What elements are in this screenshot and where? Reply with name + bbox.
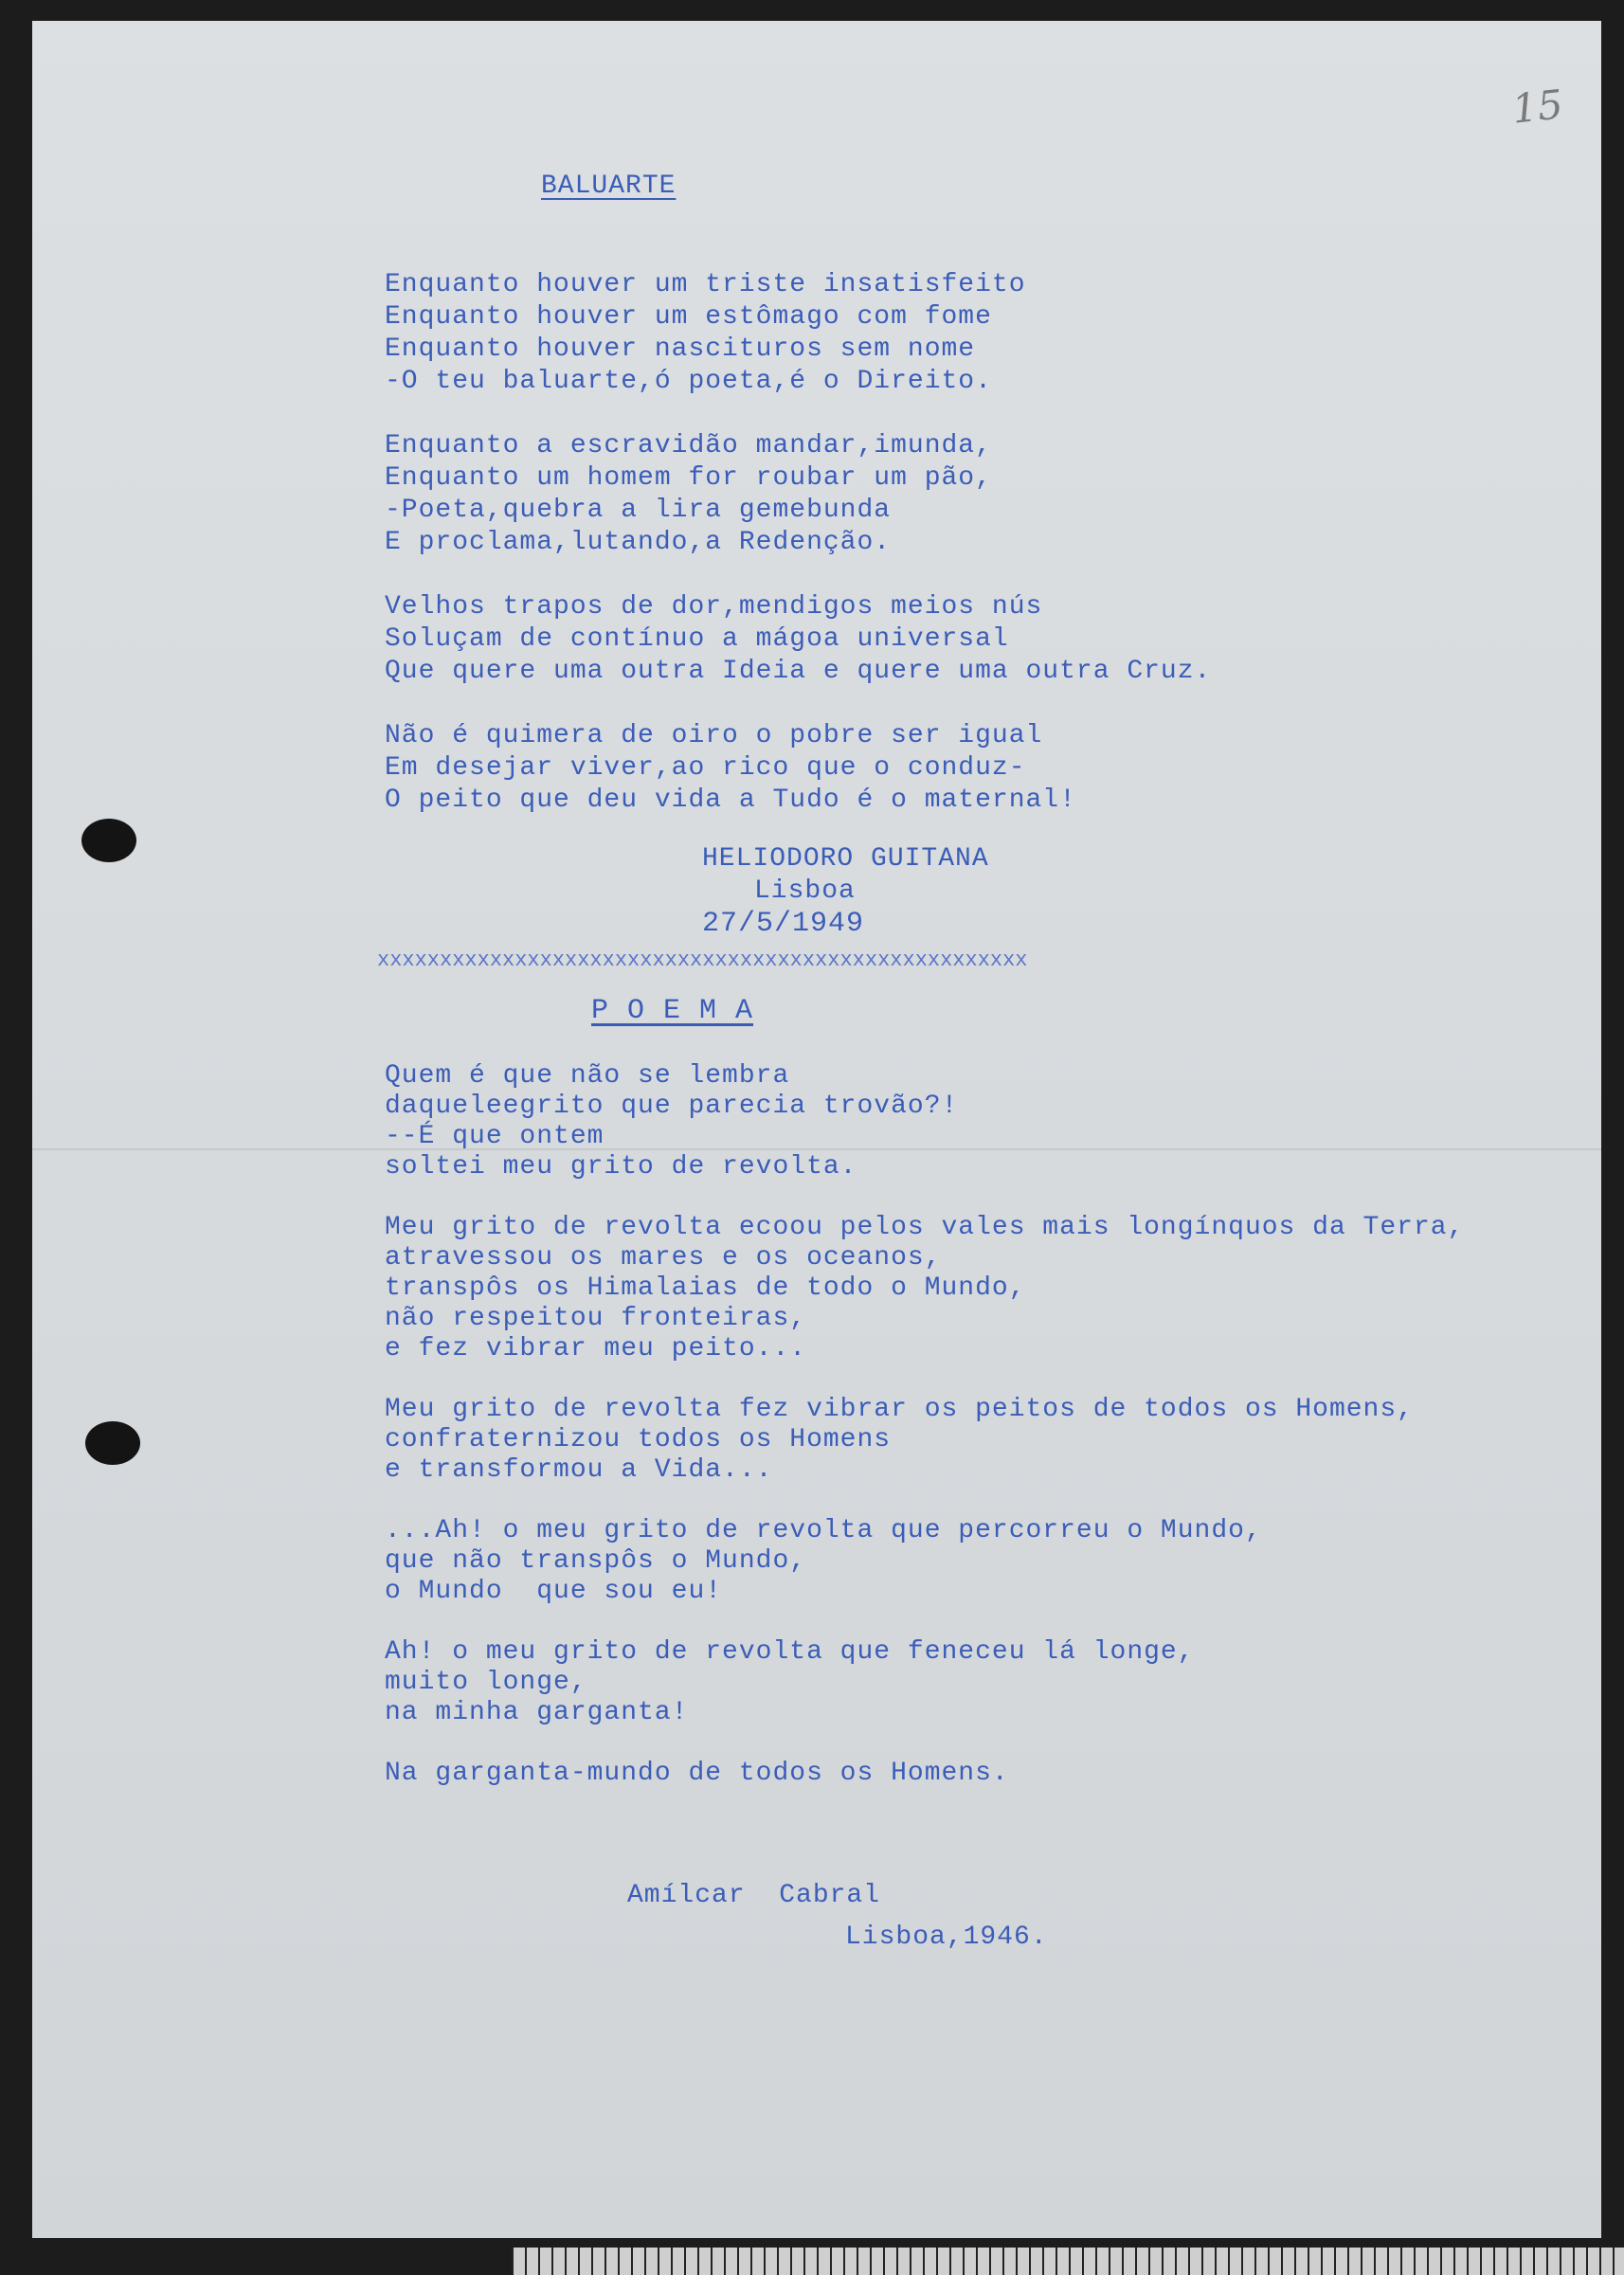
poem1-line: Não é quimera de oiro o pobre ser igual: [385, 721, 1043, 750]
poem2-line: o Mundo que sou eu!: [385, 1577, 723, 1606]
poem2-line: Meu grito de revolta ecoou pelos vales mais longínquos da Terra,: [385, 1213, 1465, 1242]
poem2-line: --É que ontem: [385, 1122, 604, 1151]
poem2-line: [385, 1364, 1464, 1395]
poem2-author: Amílcar Cabral: [627, 1881, 881, 1910]
poem2-line: atravessou os mares e os oceanos,: [385, 1243, 942, 1273]
poem2-body: [385, 1061, 1464, 1789]
poem2-line: [385, 1486, 1464, 1516]
poem2-line: ...Ah! o meu grito de revolta que percorreu o Mundo,: [385, 1516, 1262, 1545]
poem1-title: BALUARTE: [541, 172, 677, 201]
poem2-line: [385, 1728, 1464, 1759]
poem1-line: Enquanto houver nascituros sem nome: [385, 334, 976, 364]
poem1-author: HELIODORO GUITANA: [702, 844, 989, 874]
poem1-line: -Poeta,quebra a lira gemebunda: [385, 496, 892, 525]
poem2-line: e transformou a Vida...: [385, 1455, 773, 1485]
poem1-line: O peito que deu vida a Tudo é o maternal!: [385, 785, 1076, 815]
punch-hole-upper: [81, 819, 136, 862]
poem1-line: Que quere uma outra Ideia e quere uma outra Cruz.: [385, 657, 1212, 686]
poem2-title: P O E M A: [591, 995, 754, 1027]
poem1-line: Velhos trapos de dor,mendigos meios nús: [385, 592, 1043, 622]
punch-hole-lower: [85, 1421, 140, 1465]
poem2-place-date: Lisboa,1946.: [845, 1923, 1048, 1952]
poem1-line: Enquanto a escravidão mandar,imunda,: [385, 431, 992, 460]
poem2-line: Meu grito de revolta fez vibrar os peitos de todos os Homens,: [385, 1395, 1414, 1424]
poem1-line: E proclama,lutando,a Redenção.: [385, 528, 892, 557]
poem1-line: [385, 559, 1211, 591]
poem1-line: -O teu baluarte,ó poeta,é o Direito.: [385, 367, 992, 396]
poem1-line: [385, 398, 1211, 430]
poem2-line: Na garganta-mundo de todos os Homens.: [385, 1759, 1009, 1788]
poem2-line: que não transpôs o Mundo,: [385, 1546, 807, 1576]
poem2-line: daqueleegrito que parecia trovão?!: [385, 1092, 959, 1121]
poem1-line: Soluçam de contínuo a mágoa universal: [385, 624, 1009, 654]
poem2-line: soltei meu grito de revolta.: [385, 1152, 857, 1182]
poem2-line: [385, 1183, 1464, 1213]
poem1-line: Enquanto houver um estômago com fome: [385, 302, 992, 332]
poem2-line: [385, 1607, 1464, 1637]
poem1-line: Enquanto um homem for roubar um pão,: [385, 463, 992, 493]
folio-number: 15: [1509, 81, 1565, 133]
poem1-date: 27/5/1949: [702, 908, 865, 940]
separator-line: xxxxxxxxxxxxxxxxxxxxxxxxxxxxxxxxxxxxxxxxxxxxxxxxxxxx: [377, 948, 1028, 972]
poem2-line: muito longe,: [385, 1668, 587, 1697]
poem1-line: [385, 688, 1211, 720]
poem1-body: [385, 269, 1211, 817]
poem2-line: confraternizou todos os Homens: [385, 1425, 892, 1454]
poem1-place: Lisboa: [754, 876, 856, 906]
poem2-line: na minha garganta!: [385, 1698, 689, 1727]
poem2-line: não respeitou fronteiras,: [385, 1304, 807, 1333]
document-page: [32, 21, 1601, 2238]
poem2-line: Quem é que não se lembra: [385, 1061, 790, 1091]
scale-ruler: [512, 2248, 1624, 2275]
poem1-line: Enquanto houver um triste insatisfeito: [385, 270, 1026, 299]
poem2-line: transpôs os Himalaias de todo o Mundo,: [385, 1273, 1026, 1303]
poem2-line: Ah! o meu grito de revolta que feneceu lá longe,: [385, 1637, 1195, 1667]
poem2-line: e fez vibrar meu peito...: [385, 1334, 807, 1363]
poem1-line: Em desejar viver,ao rico que o conduz-: [385, 753, 1026, 783]
